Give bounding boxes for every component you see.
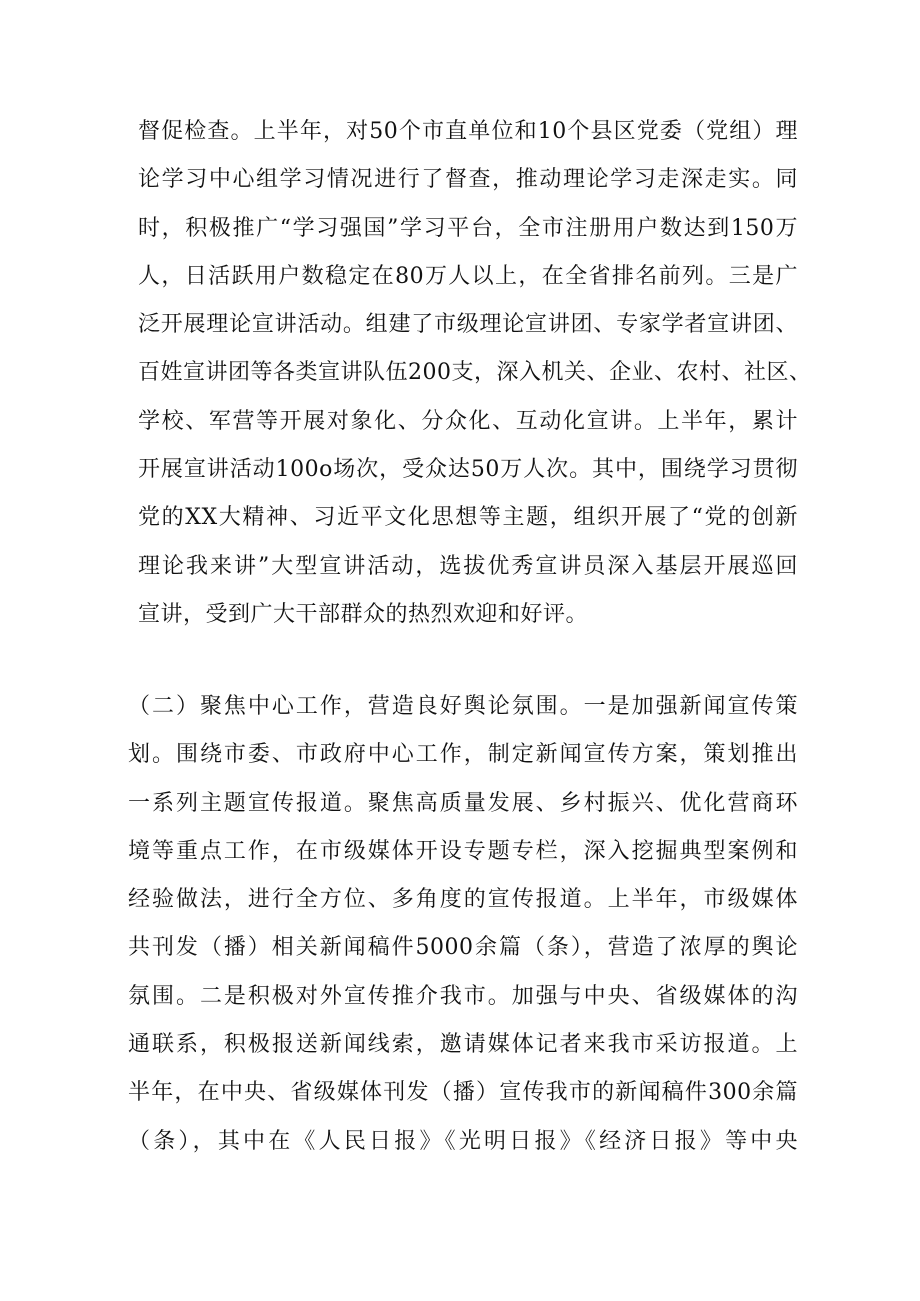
text-line: 宣讲，受到广大干部群众的热烈欢迎和好评。 — [138, 601, 589, 627]
text-line: 泛开展理论宣讲活动。组建了市级理论宣讲团、专家学者宣讲团、 — [138, 312, 798, 338]
text-line: 百姓宣讲团等各类宣讲队伍200支，深入机关、企业、农村、社区、 — [138, 360, 812, 386]
text-line: 论学习中心组学习情况进行了督查，推动理论学习走深走实。同 — [138, 167, 798, 193]
text-line: 一系列主题宣传报道。聚焦高质量发展、乡村振兴、优化营商环 — [128, 790, 798, 816]
text-line: 通联系，积极报送新闻线索，邀请媒体记者来我市采访报道。上 — [128, 1032, 798, 1058]
text-line: （二）聚焦中心工作，营造良好舆论氛围。一是加强新闻宣传策 — [128, 694, 798, 719]
paragraph-theory-study — [138, 108, 812, 639]
text-line: 半年，在中央、省级媒体刊发（播）宣传我市的新闻稿件300余篇 — [128, 1080, 798, 1106]
text-line: 学校、军营等开展对象化、分众化、互动化宣讲。上半年，累计 — [138, 408, 798, 434]
text-line: 人，日活跃用户数稳定在80万人以上，在全省排名前列。三是广 — [138, 263, 798, 289]
text-line: 理论我来讲”大型宣讲活动，选拔优秀宣讲员深入基层开展巡回 — [138, 553, 798, 579]
text-line: 氛围。二是积极对外宣传推介我市。加强与中央、省级媒体的沟 — [128, 983, 798, 1009]
text-line: 经验做法，进行全方位、多角度的宣传报道。上半年，市级媒体 — [128, 887, 798, 913]
text-line: 开展宣讲活动100o场次，受众达50万人次。其中，围绕学习贯彻 — [138, 457, 798, 483]
text-line: 督促检查。上半年，对50个市直单位和10个县区党委（党组）理 — [138, 119, 798, 144]
paragraph-public-opinion — [128, 683, 798, 1166]
text-line: 划。围绕市委、市政府中心工作，制定新闻宣传方案，策划推出 — [128, 742, 798, 768]
text-line: 境等重点工作，在市级媒体开设专题专栏，深入挖掘典型案例和 — [128, 838, 798, 864]
text-line: 共刊发（播）相关新闻稿件5000余篇（条），营造了浓厚的舆论 — [128, 935, 798, 961]
text-line: 党的XX大精神、习近平文化思想等主题，组织开展了“党的创新 — [138, 505, 798, 531]
text-line: （条），其中在《人民日报》《光明日报》《经济日报》等中央 — [128, 1128, 798, 1154]
text-line: 时，积极推广“学习强国”学习平台，全市注册用户数达到150万 — [138, 215, 798, 241]
